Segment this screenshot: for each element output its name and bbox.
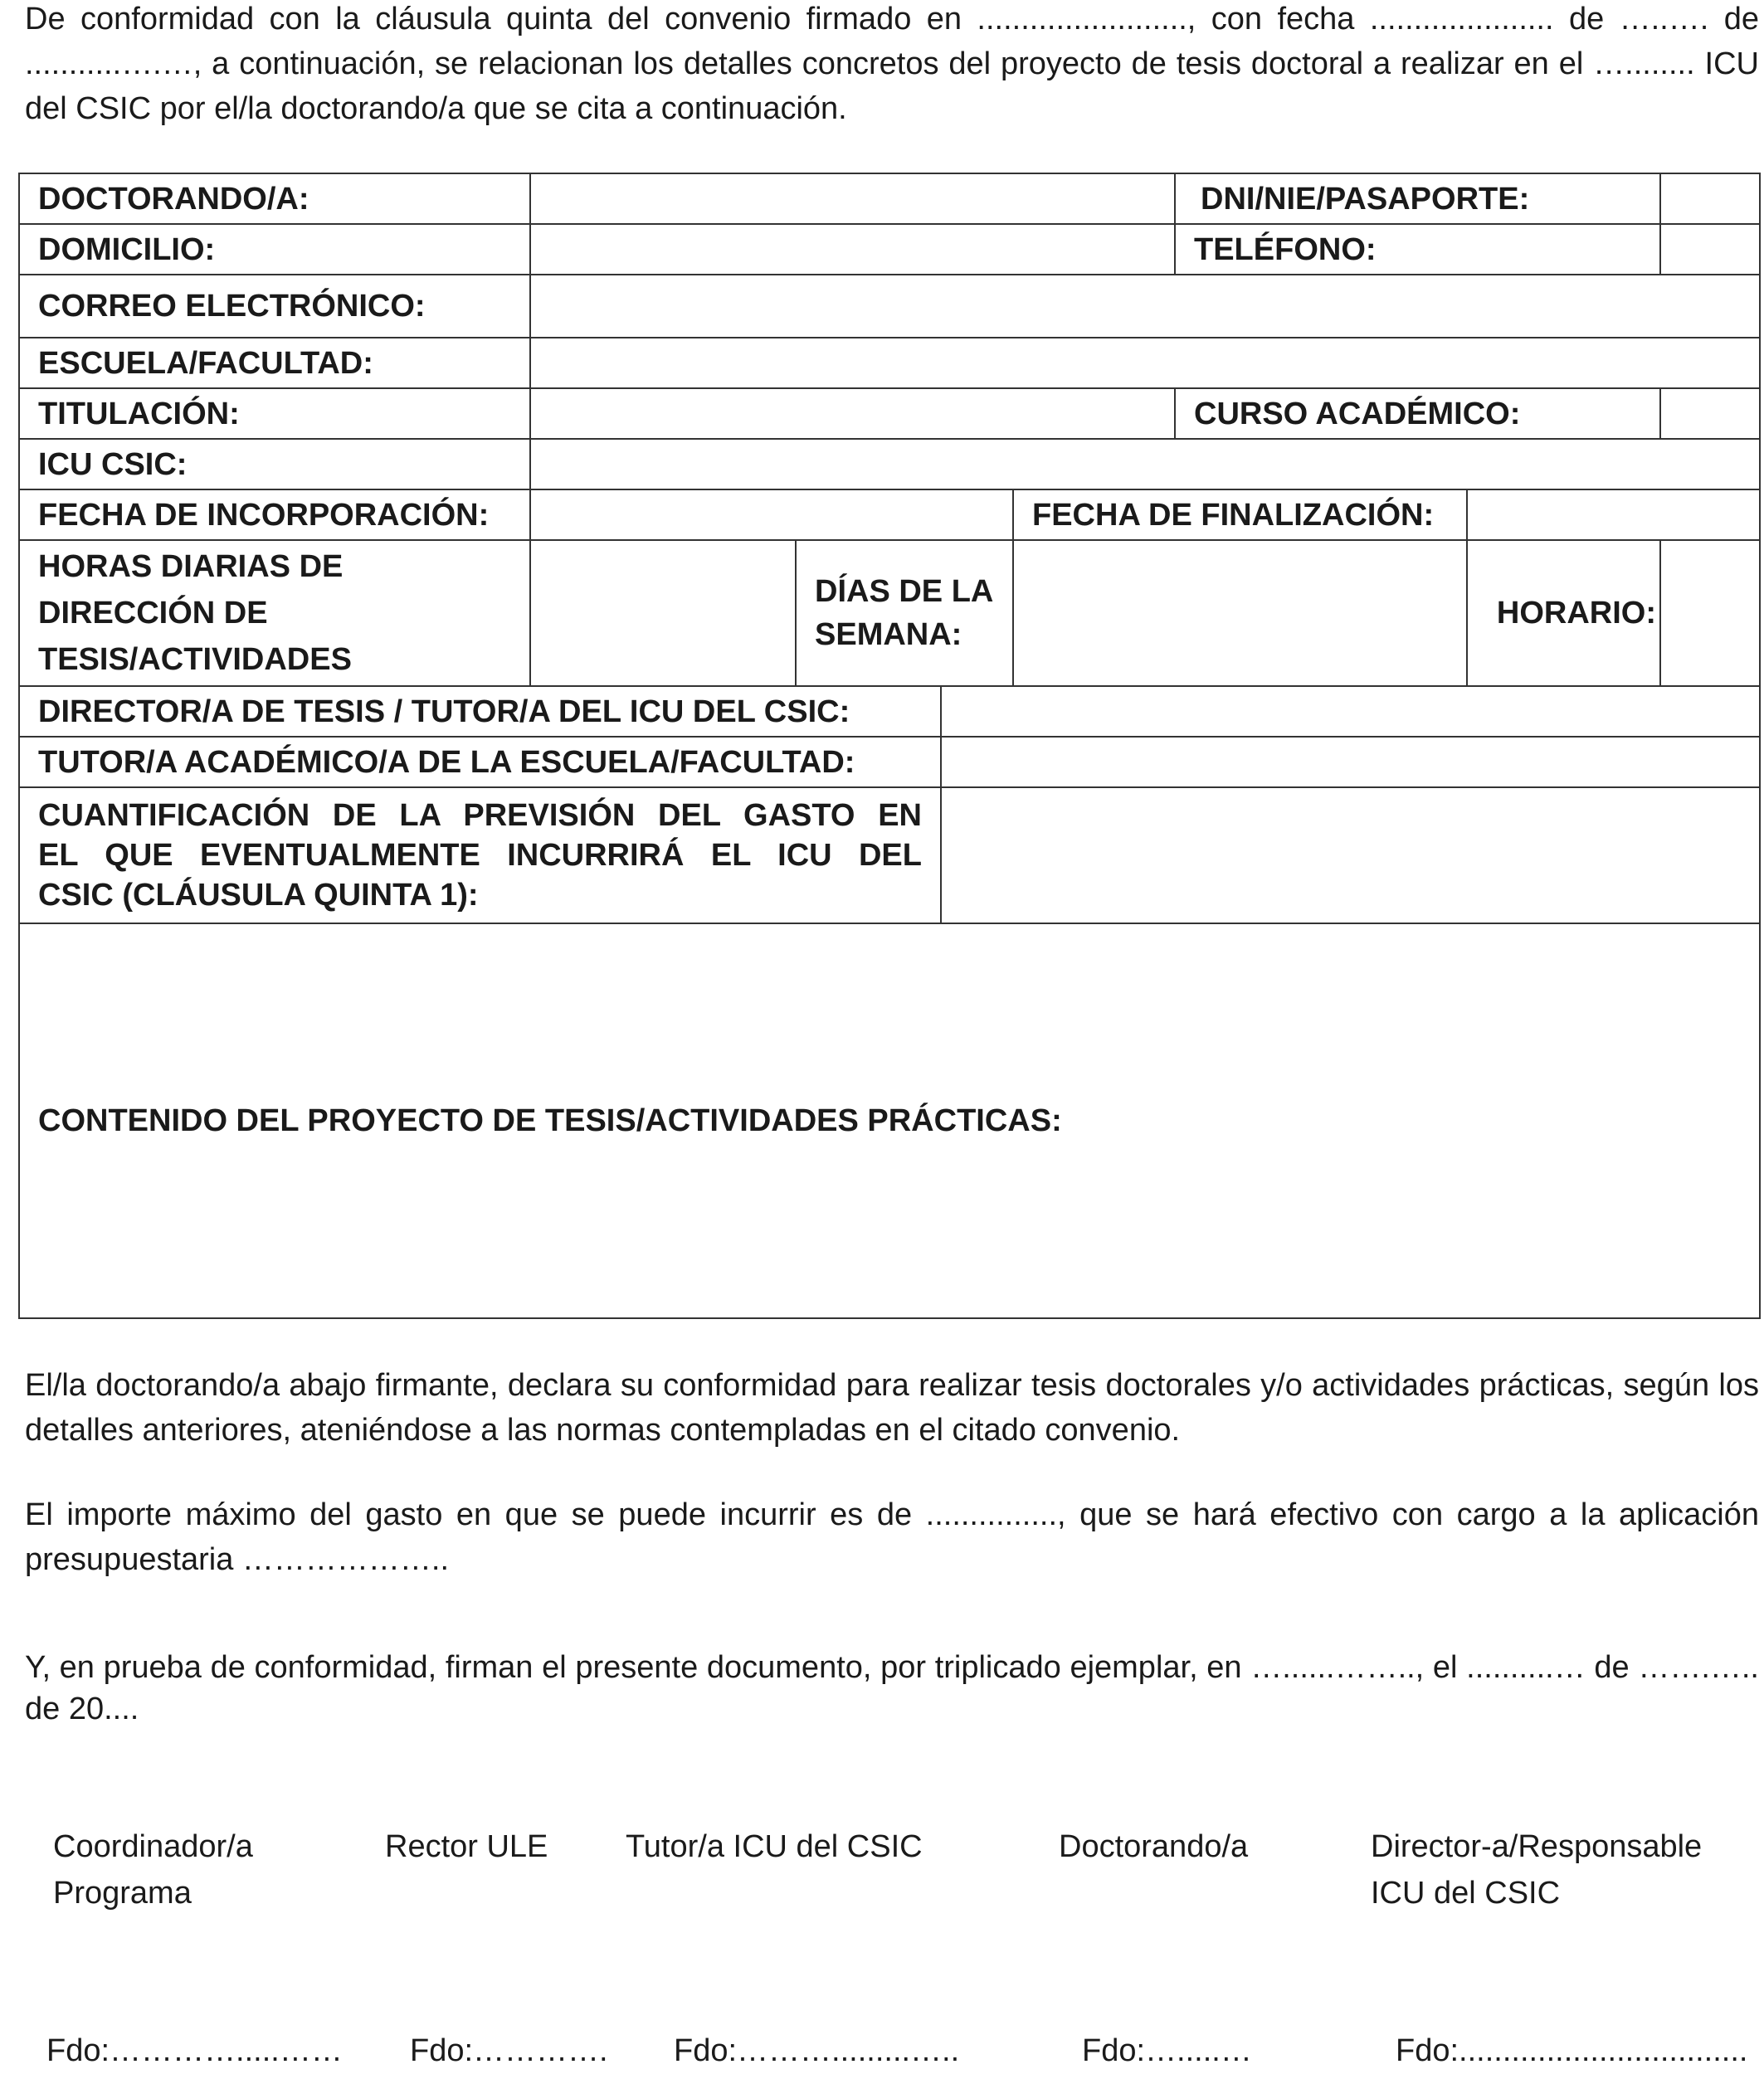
label-telefono: TELÉFONO: (1175, 224, 1660, 275)
field-fecha-incorporacion[interactable] (530, 489, 1013, 540)
dias-line-2: SEMANA: (815, 617, 962, 652)
field-director-tesis[interactable] (941, 686, 1760, 737)
signatory-tutor-icu: Tutor/a ICU del CSIC (626, 1829, 923, 1864)
doctoral-form-table (18, 173, 1761, 1319)
label-icu: ICU CSIC: (19, 439, 530, 489)
horas-line-3: TESIS/ACTIVIDADES (38, 642, 352, 677)
label-curso: CURSO ACADÉMICO: (1175, 388, 1660, 439)
field-doctorando[interactable] (530, 173, 1175, 224)
signature-line-doctorando: Fdo:….....… (1082, 2033, 1252, 2068)
cuant-line-1: CUANTIFICACIÓN DE LA PREVISIÓN DEL GASTO EN (38, 798, 922, 833)
field-cuantificacion-gasto[interactable] (941, 787, 1760, 923)
label-dias-semana (796, 540, 1013, 686)
signature-line-rector: Fdo:…………. (410, 2033, 608, 2068)
conformidad-paragraph: El/la doctorando/a abajo firmante, declara su conformidad para realizar tesis doctorales y/o actividades prácticas, según los detalles anteriores, ateniéndose a las normas contempladas en el citado convenio. (25, 1368, 1759, 1448)
label-director-tesis: DIRECTOR/A DE TESIS / TUTOR/A DEL ICU DEL CSIC: (19, 686, 941, 737)
label-fecha-finalizacion: FECHA DE FINALIZACIÓN: (1013, 489, 1467, 540)
label-dni: DNI/NIE/PASAPORTE: (1175, 173, 1660, 224)
field-horario[interactable] (1660, 540, 1760, 686)
label-horario: HORARIO: (1467, 540, 1660, 686)
label-domicilio: DOMICILIO: (19, 224, 530, 275)
horas-line-1: HORAS DIARIAS DE (38, 549, 344, 584)
field-horas-diarias[interactable] (530, 540, 796, 686)
label-correo: CORREO ELECTRÓNICO: (19, 275, 530, 338)
field-telefono[interactable] (1660, 224, 1760, 275)
firma-paragraph: Y, en prueba de conformidad, firman el presente documento, por triplicado ejemplar, en …......…….., el ..........… de …….….. de 20.... (25, 1650, 1759, 1726)
field-domicilio[interactable] (530, 224, 1175, 275)
field-fecha-finalizacion[interactable] (1467, 489, 1760, 540)
field-dias-semana[interactable] (1013, 540, 1467, 686)
intro-paragraph: De conformidad con la cláusula quinta del convenio firmado en ........................, con fecha ..................... de …..…. de ...........….…, a continuación, se relacionan los detalles concretos del proyecto de tesis doctoral a realizar en el …........ ICU del CSIC por el/la doctorando/a que se cita a continuación. (25, 2, 1759, 126)
cuant-line-2: EL QUE EVENTUALMENTE INCURRIRÁ EL ICU DEL (38, 838, 922, 873)
signature-line-tutor-icu: Fdo:……….........….. (674, 2033, 960, 2068)
field-correo[interactable] (530, 275, 1760, 338)
dias-line-1: DÍAS DE LA (815, 574, 994, 609)
field-icu[interactable] (530, 439, 1760, 489)
label-titulacion: TITULACIÓN: (19, 388, 530, 439)
field-curso[interactable] (1660, 388, 1760, 439)
field-titulacion[interactable] (530, 388, 1175, 439)
field-escuela[interactable] (530, 338, 1760, 388)
signature-line-director-responsable: Fdo:................................. (1396, 2033, 1748, 2068)
label-horas-diarias (19, 540, 530, 686)
horas-line-2: DIRECCIÓN DE (38, 596, 268, 630)
label-doctorando: DOCTORANDO/A: (19, 173, 530, 224)
cuant-line-3: CSIC (CLÁUSULA QUINTA 1): (38, 878, 479, 913)
importe-paragraph: El importe máximo del gasto en que se puede incurrir es de ..............., que se hará efectivo con cargo a la aplicación presupuestaria ……………….. (25, 1497, 1759, 1577)
field-dni[interactable] (1660, 173, 1760, 224)
signatory-rector: Rector ULE (385, 1829, 548, 1864)
label-cuantificacion-gasto (19, 787, 941, 923)
field-tutor-academico[interactable] (941, 737, 1760, 787)
signatory-director-responsable: Director-a/Responsable ICU del CSIC (1371, 1829, 1703, 1911)
field-contenido-proyecto[interactable] (19, 923, 1760, 1318)
label-escuela: ESCUELA/FACULTAD: (19, 338, 530, 388)
signatory-coordinador: Coordinador/a Programa (53, 1829, 253, 1911)
label-contenido-proyecto: CONTENIDO DEL PROYECTO DE TESIS/ACTIVIDADES PRÁCTICAS: (38, 1103, 1062, 1138)
signatory-doctorando: Doctorando/a (1059, 1829, 1249, 1864)
label-fecha-incorporacion: FECHA DE INCORPORACIÓN: (19, 489, 530, 540)
label-tutor-academico: TUTOR/A ACADÉMICO/A DE LA ESCUELA/FACULTAD: (19, 737, 941, 787)
signature-line-coordinador: Fdo:………….....…… (46, 2033, 343, 2068)
